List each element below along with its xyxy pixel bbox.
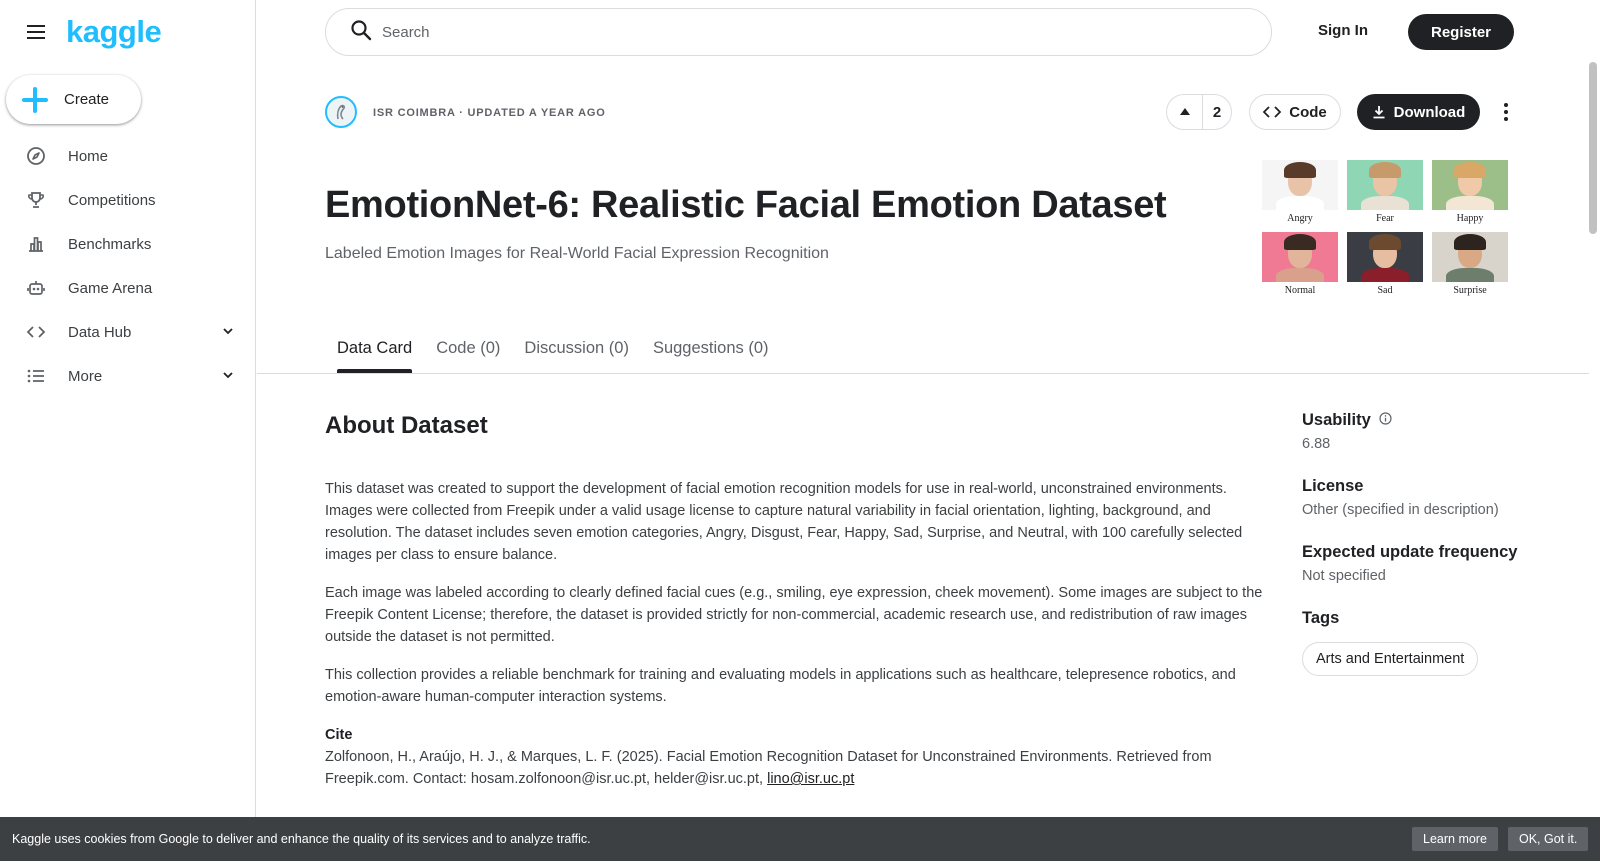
sidebar-item-label: Competitions: [68, 191, 156, 209]
ok-got-it-button[interactable]: OK, Got it.: [1508, 827, 1588, 851]
emotion-thumbnail-caption: Normal: [1284, 284, 1316, 296]
tag-chip[interactable]: Arts and Entertainment: [1302, 642, 1478, 676]
about-body: [325, 478, 1275, 790]
emotion-thumbnail-image: [1347, 160, 1423, 210]
tab-data-card[interactable]: Data Card: [337, 330, 412, 373]
sidebar-item-competitions[interactable]: [0, 178, 255, 222]
sidebar-nav: [0, 134, 255, 398]
emotion-thumbnail-image: [1432, 160, 1508, 210]
emotion-thumbnail-image: [1262, 232, 1338, 282]
sidebar-header: [0, 0, 255, 64]
tags-label: Tags: [1302, 609, 1340, 627]
code-button-label: Code: [1289, 103, 1327, 121]
emotion-thumbnail-caption: Sad: [1377, 284, 1393, 296]
compass-icon: [26, 146, 46, 166]
dataset-tabs: [325, 330, 781, 373]
sidebar-item-game-arena[interactable]: [0, 266, 255, 310]
dataset-subtitle: Labeled Emotion Images for Real-World Facial Expression Recognition: [325, 245, 829, 262]
register-button[interactable]: Register: [1408, 14, 1514, 50]
sidebar: [0, 0, 256, 861]
list-icon: [26, 366, 46, 386]
cite-body: Zolfonoon, H., Araújo, H. J., & Marques, L. F. (2025). Facial Emotion Recognition Dataset for Unconstrained Environments. Retrieved from Freepik.com. Contact: hosam.zolfonoon@isr.uc.pt, helder@isr.uc.pt,: [325, 749, 1212, 787]
emotion-thumbnail-caption: Angry: [1287, 213, 1313, 224]
license-value: Other (specified in description): [1302, 502, 1499, 518]
create-button[interactable]: [6, 75, 141, 124]
emotion-thumbnail-image: [1432, 232, 1508, 282]
vote-widget: [1166, 94, 1232, 130]
usability-heading: [1302, 411, 1542, 430]
emotion-thumbnail: [1432, 232, 1508, 301]
sidebar-item-label: Benchmarks: [68, 235, 152, 253]
cite-heading: Cite: [325, 727, 353, 743]
sidebar-item-more[interactable]: [0, 354, 255, 398]
about-heading: About Dataset: [325, 412, 488, 439]
sidebar-item-label: More: [68, 367, 103, 385]
sidebar-item-data-hub[interactable]: [0, 310, 255, 354]
about-paragraph: This dataset was created to support the development of facial emotion recognition models for use in real-world, unconstrained environments. Images were collected from Freepik under a valid usage license to capture natural variability in facial orientation, lighting, background, and resolution. The dataset includes seven emotion categories, Angry, Disgust, Fear, Happy, Sad, Surprise, and Neutral, with 100 carefully selected images per class to ensure balance.: [325, 481, 1243, 563]
emotion-thumbnail: [1432, 160, 1508, 229]
bar-chart-icon: [26, 234, 46, 254]
plus-icon: [22, 87, 48, 113]
update-frequency-value: Not specified: [1302, 568, 1386, 584]
more-options-icon[interactable]: [1496, 98, 1516, 126]
cite-email-link[interactable]: lino@isr.uc.pt: [767, 771, 855, 787]
create-label: Create: [64, 91, 110, 108]
emotion-thumbnail-image: [1262, 160, 1338, 210]
tab-suggestions[interactable]: Suggestions (0): [652, 339, 769, 357]
tab-discussion[interactable]: Discussion (0): [524, 339, 629, 357]
info-icon[interactable]: [1379, 411, 1392, 430]
emotion-thumbnail-image: [1347, 232, 1423, 282]
about-paragraph: Each image was labeled according to clearly defined facial cues (e.g., smiling, eye expression, cheek movement). Some images are subject to the Freepik Content License; therefore, the dataset is provided strictly for non-commercial, academic research use, and redistribution of raw images outside the dataset is not permitted.: [325, 585, 1263, 645]
cite-text: [325, 746, 1275, 790]
search-bar[interactable]: [325, 8, 1272, 56]
dataset-cover-image: [1262, 160, 1512, 300]
download-icon: [1372, 105, 1386, 119]
metadata-panel: [1302, 411, 1542, 676]
code-brackets-icon: [26, 322, 46, 342]
kaggle-logo[interactable]: kaggle: [66, 14, 162, 49]
owner-updated-line: ISR COIMBRA · UPDATED A YEAR AGO: [373, 107, 606, 119]
tabs-divider: [257, 373, 1589, 374]
sign-in-button[interactable]: Sign In: [1318, 22, 1368, 39]
sidebar-item-label: Game Arena: [68, 279, 153, 297]
tab-code[interactable]: Code (0): [436, 339, 501, 357]
dataset-title: EmotionNet-6: Realistic Facial Emotion Dataset: [325, 184, 1167, 226]
download-button-label: Download: [1393, 103, 1466, 121]
sidebar-item-label: Home: [68, 147, 109, 165]
emotion-thumbnail: [1262, 232, 1338, 301]
emotion-thumbnail-caption: Surprise: [1453, 284, 1487, 296]
code-button[interactable]: [1249, 94, 1341, 130]
search-icon: [350, 19, 372, 46]
emotion-thumbnail: [1347, 160, 1423, 229]
triangle-up-icon: [1179, 107, 1191, 117]
cookie-banner: [0, 817, 1600, 861]
usability-value: 6.88: [1302, 436, 1331, 452]
vote-count: 2: [1212, 103, 1222, 121]
bird-icon: [331, 102, 351, 122]
upvote-button[interactable]: [1167, 95, 1203, 129]
about-paragraph: This collection provides a reliable benchmark for training and evaluating models in applications such as healthcare, telepresence robotics, and emotion-aware human-computer interaction systems.: [325, 667, 1236, 705]
trophy-icon: [26, 190, 46, 210]
usability-label: Usability: [1302, 411, 1371, 429]
page-scrollbar-thumb[interactable]: [1589, 62, 1597, 234]
update-frequency-label: Expected update frequency: [1302, 543, 1518, 561]
robot-icon: [26, 278, 46, 298]
chevron-down-icon[interactable]: [221, 368, 235, 387]
owner-avatar[interactable]: [325, 96, 357, 128]
sidebar-item-label: Data Hub: [68, 323, 132, 341]
chevron-down-icon[interactable]: [221, 324, 235, 343]
search-input[interactable]: [382, 24, 1182, 41]
sidebar-item-home[interactable]: [0, 134, 255, 178]
emotion-thumbnail-caption: Happy: [1456, 213, 1484, 224]
cookie-text: Kaggle uses cookies from Google to deliver and enhance the quality of its services and to analyze traffic.: [12, 832, 591, 846]
emotion-thumbnail: [1347, 232, 1423, 301]
emotion-thumbnail-caption: Fear: [1376, 213, 1394, 224]
learn-more-button[interactable]: Learn more: [1412, 827, 1498, 851]
hamburger-menu-icon[interactable]: [24, 20, 48, 44]
license-label: License: [1302, 477, 1364, 495]
code-brackets-icon: [1263, 105, 1281, 119]
sidebar-item-benchmarks[interactable]: [0, 222, 255, 266]
emotion-thumbnail: [1262, 160, 1338, 229]
download-button[interactable]: [1357, 94, 1480, 130]
